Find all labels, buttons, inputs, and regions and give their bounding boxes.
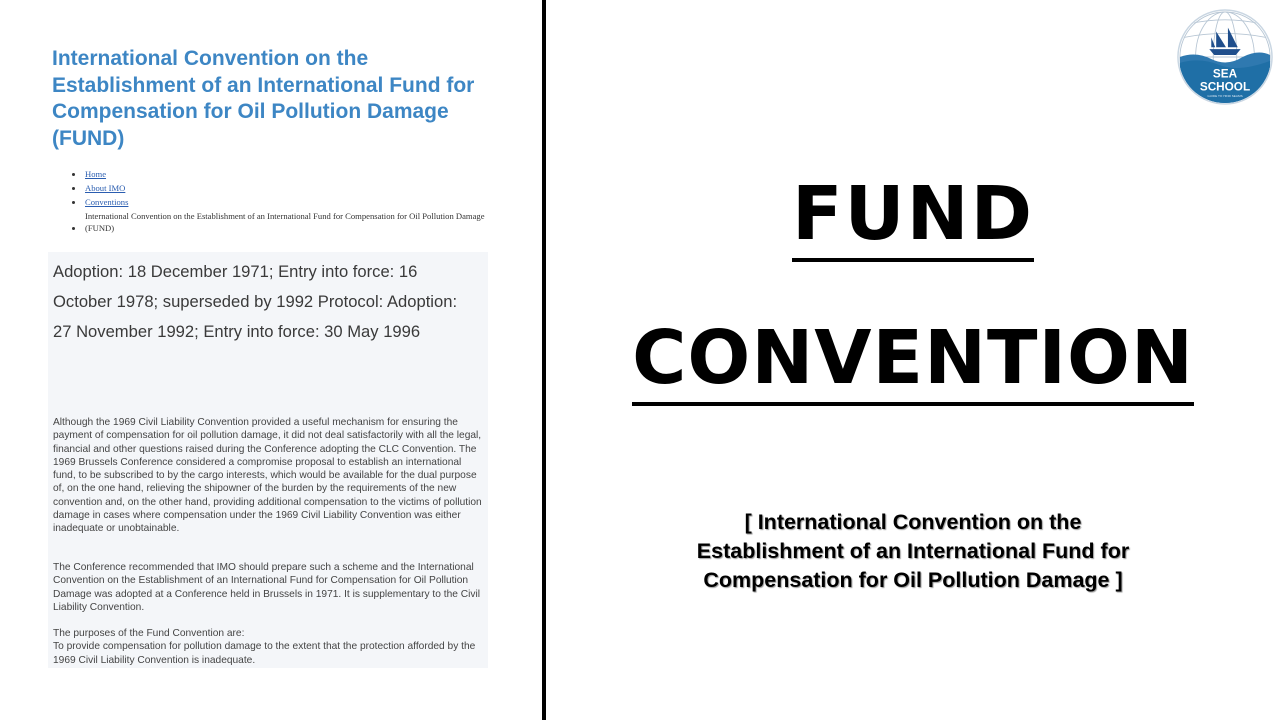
adoption-dates: Adoption: 18 December 1971; Entry into force: 16 October 1978; superseded by 1992 Protocol: Adoption: 27 November 1992; Entry into force: 30 May 1996 bbox=[53, 262, 458, 342]
breadcrumb-item-home bbox=[84, 168, 514, 182]
heading-convention bbox=[546, 316, 1280, 406]
breadcrumb-item-about bbox=[84, 182, 514, 196]
heading-convention-text: CONVENTION bbox=[632, 316, 1194, 406]
page-title: International Convention on the Establishment of an International Fund for Compensation for Oil Pollution Damage (FUND) bbox=[52, 47, 475, 150]
purposes-heading: The purposes of the Fund Convention are: bbox=[53, 628, 245, 639]
heading-fund bbox=[546, 172, 1280, 262]
webpage-screenshot bbox=[0, 0, 542, 720]
paragraph-conference: The Conference recommended that IMO should prepare such a scheme and the International Convention on the Establishment of an International Fund for Compensation for Oil Pollution Damage was adopted at a Conference held in Brussels in 1971. It is supplementary to the Civil Liability Convention. bbox=[53, 562, 480, 613]
breadcrumb bbox=[66, 168, 514, 236]
title-card bbox=[546, 0, 1280, 720]
logo-tagline: GUIDE TO HIND SEAMS bbox=[1207, 94, 1243, 99]
sea-school-logo bbox=[1176, 8, 1274, 106]
breadcrumb-link-about-imo[interactable]: About IMO bbox=[85, 182, 126, 193]
logo-text-school: SCHOOL bbox=[1199, 80, 1251, 94]
breadcrumb-current-page: International Convention on the Establishment of an International Fund for Compensation for Oil Pollution Damage (FUND) bbox=[85, 211, 485, 234]
breadcrumb-link-conventions[interactable]: Conventions bbox=[85, 196, 129, 207]
breadcrumb-item-current bbox=[84, 209, 514, 236]
breadcrumb-link-home[interactable]: Home bbox=[85, 169, 107, 179]
paragraph-background: Although the 1969 Civil Liability Convention provided a useful mechanism for ensuring the payment of compensation for oil pollution damage, it did not deal satisfactorily with all the legal, financial and other questions raised during the Conference adopting the CLC Convention. The 1969 Brussels Conference considered a compromise proposal to establish an international fund, to be subscribed to by the cargo interests, which would be available for the dual purpose of, on the one hand, relieving the shipowner of the burden by the requirements of the new convention and, on the other hand, providing additional compensation to the victims of pollution damage in cases where compensation under the 1969 Civil Liability Convention was either inadequate or unobtainable. bbox=[53, 417, 482, 535]
purposes-body: To provide compensation for pollution damage to the extent that the protection afforded by the 1969 Civil Liability Convention is inadequate. bbox=[53, 641, 476, 666]
content-box bbox=[48, 252, 488, 668]
breadcrumb-item-conventions bbox=[84, 196, 514, 210]
paragraph-purposes bbox=[53, 627, 485, 667]
heading-fund-text: FUND bbox=[792, 172, 1034, 262]
logo-text-sea: SEA bbox=[1212, 67, 1238, 81]
subtitle-full-name: [ International Convention on the Establishment of an International Fund for Compensation for Oil Pollution Damage ] bbox=[696, 510, 1130, 592]
